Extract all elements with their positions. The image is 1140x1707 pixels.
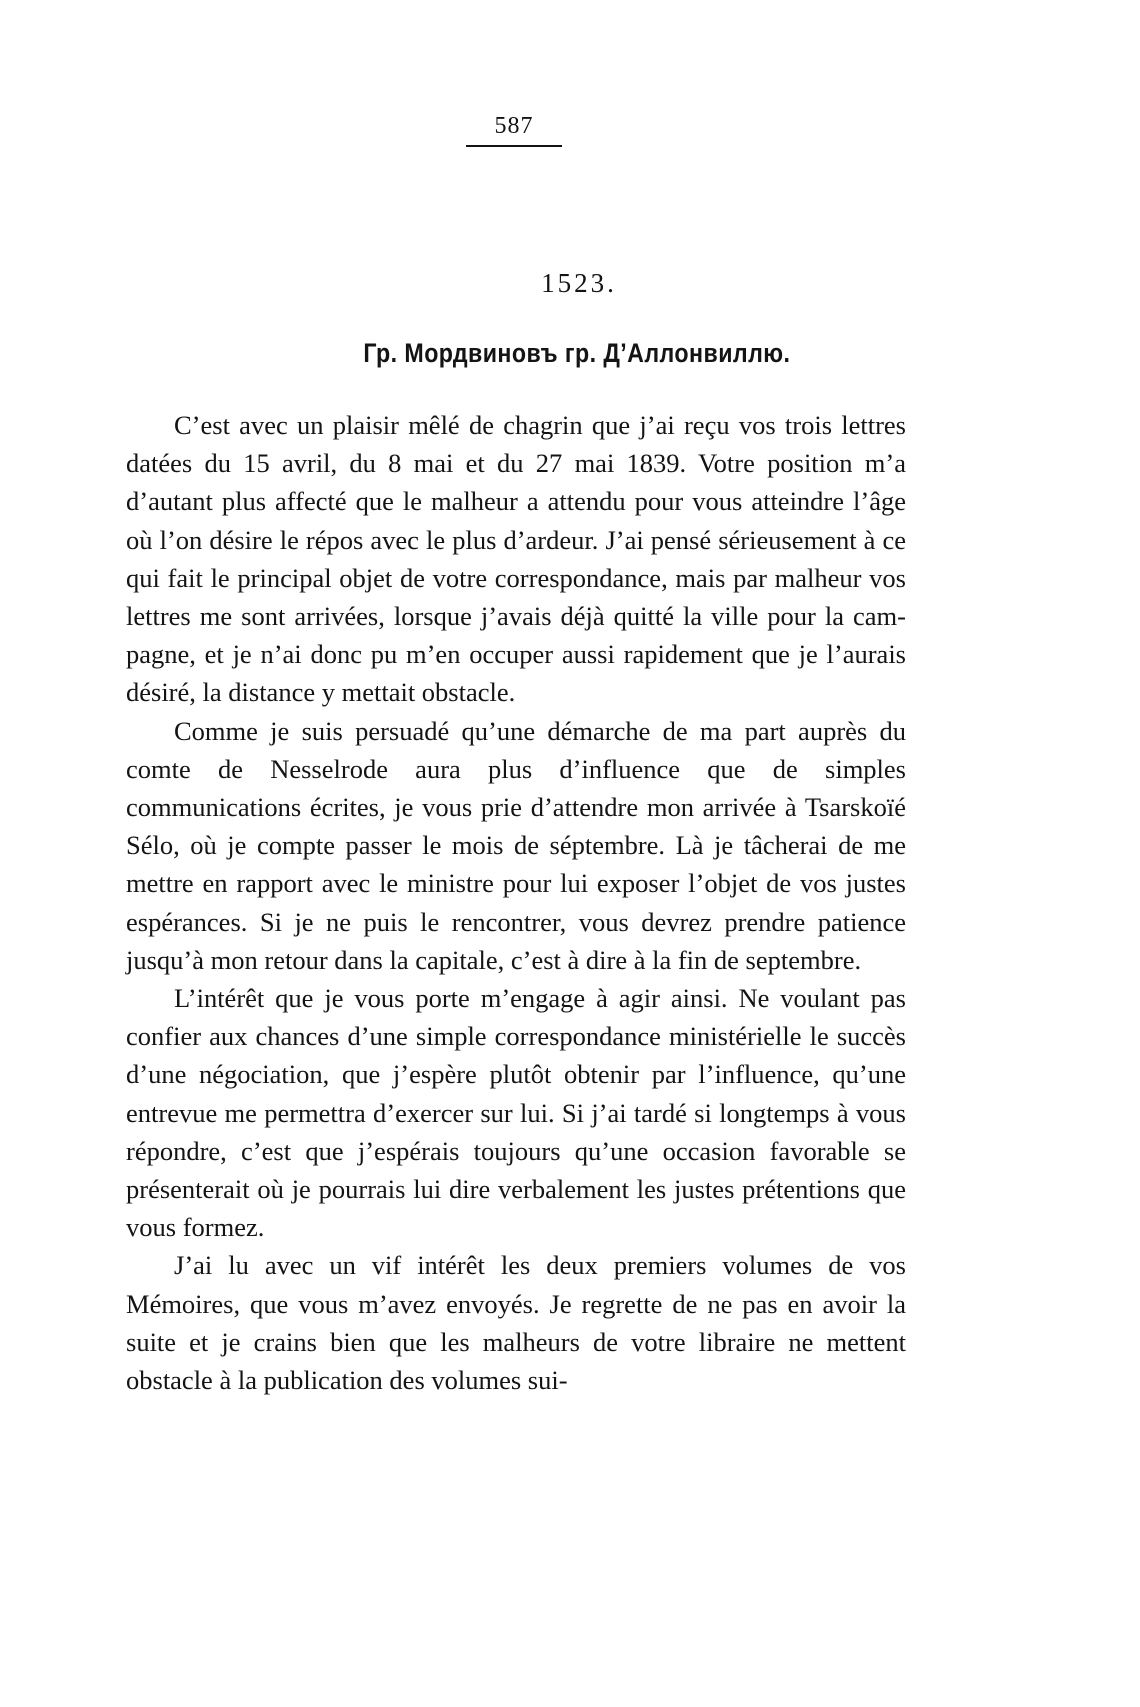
letter-body — [126, 406, 906, 1399]
letter-heading: Гр. Мордвиновъ гр. Д’Аллонвиллю. — [363, 338, 791, 368]
paragraph-3: L’intérêt que je vous porte m’engage à agir ainsi. Ne voulant pas confier aux chances d’une simple correspondance ministérielle le succès d’une négociation, que j’espère plutôt obtenir par l’influence, qu’une entrevue me permettra d’exercer sur lui. Si j’ai tardé si longtemps à vous répondre, c’est que j’espérais toujours qu’une occasion favorable se présenterait où je pourrais lui dire verbalement les justes prétentions que vous formez. — [126, 983, 906, 1243]
paragraph-1: C’est avec un plaisir mêlé de chagrin que j’ai reçu vos trois lettres datées du 15 avril, du 8 mai et du 27 mai 1839. Votre position m’a d’autant plus affecté que le malheur a attendu pour vous atteindre l’âge où l’on désire le répos avec le plus d’ardeur. J’ai pensé sérieusement à ce qui fait le principal objet de votre correspondance, mais par malheur vos lettres me sont arrivées, lorsque j’avais déjà quitté la ville pour la campagne, et je n’ai donc pu m’en occuper aussi rapidement que je l’aurais désiré, la distance y mettait obstacle. — [126, 410, 906, 708]
document-number: 1523. — [541, 268, 617, 298]
paragraph-4: J’ai lu avec un vif intérêt les deux premiers volumes de vos Mémoires, que vous m’avez envoyés. Je regrette de ne pas en avoir la suite et je crains bien que les malheurs de votre libraire ne mettent obstacle à la publication des volumes sui- — [126, 1250, 906, 1396]
paragraph-2: Comme je suis persuadé qu’une démarche de ma part auprès du comte de Nesselrode aura plus d’influence que de simples communications écrites, je vous prie d’attendre mon arrivée à Tsarskoïé Sélo, où je compte passer le mois de séptembre. Là je tâcherai de me mettre en rapport avec le ministre pour lui exposer l’objet de vos justes espérances. Si je ne puis le rencontrer, vous devrez prendre patience jusqu’à mon retour dans la capitale, c’est à dire à la fin de septembre. — [126, 715, 906, 975]
page-number-rule — [466, 145, 562, 147]
page-number: 587 — [494, 113, 534, 139]
